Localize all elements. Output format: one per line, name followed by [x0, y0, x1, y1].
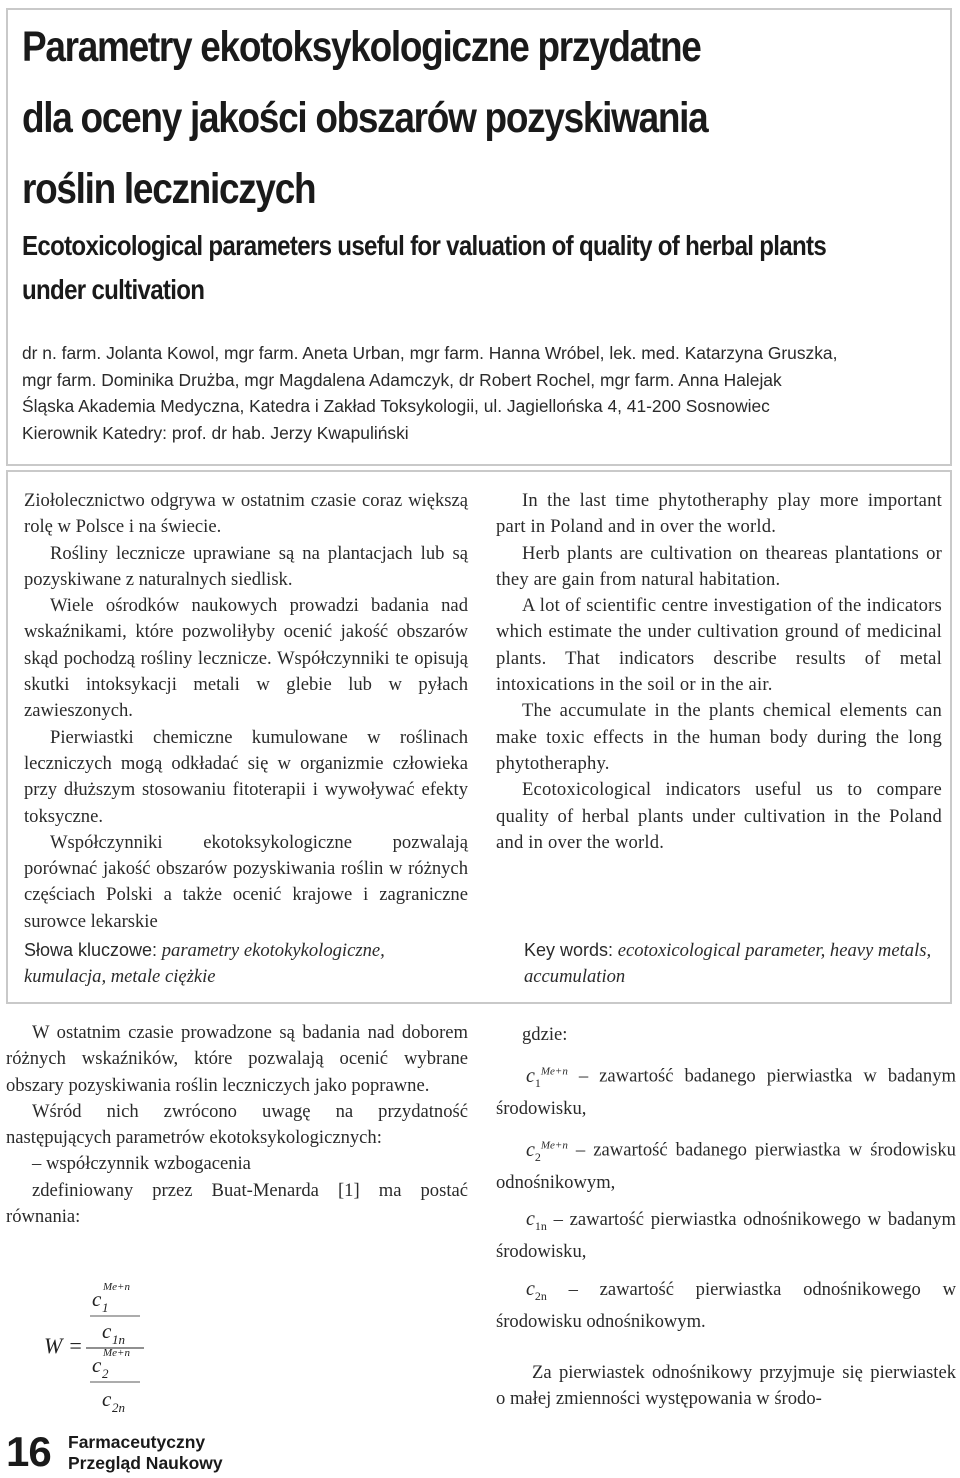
- abstract-en-paragraph: The accumulate in the plants chemical elements can make toxic effects in the human body during the long phytotheraphy.: [496, 700, 942, 774]
- formula-c-1n: c: [102, 1319, 112, 1343]
- keywords-pl-label: Słowa kluczowe:: [24, 940, 158, 960]
- affiliation-line: Śląska Akademia Medyczna, Katedra i Zakład Toksykologii, ul. Jagiellońska 4, 41-200 Sosnowiec: [22, 396, 770, 416]
- formula-sub-1n: 1n: [112, 1332, 125, 1347]
- abstract-polish: [24, 488, 468, 935]
- keywords-english: [524, 937, 944, 991]
- definition-1: [496, 1058, 956, 1122]
- formula-equals: =: [68, 1333, 83, 1358]
- abstract-pl-paragraph: Współczynniki ekotoksykologiczne pozwalają porównać jakość obszarów pozyskiwania roślin w różnych częściach Polski a także ocenić krajowe i zagraniczne surowce lekarskie: [24, 831, 468, 932]
- formula-sub-2: 2: [102, 1366, 109, 1381]
- keywords-polish: [24, 937, 468, 991]
- symbol-c2-me: $c_2^{Me+n}$: [526, 1138, 568, 1164]
- enrichment-factor-formula: [36, 1272, 186, 1434]
- head-of-department-line: Kierownik Katedry: prof. dr hab. Jerzy Kwapuliński: [22, 422, 409, 443]
- formula-sub-1: 1: [102, 1300, 109, 1315]
- definition-2: [496, 1132, 956, 1196]
- journal-name: [68, 1432, 223, 1474]
- formula-lhs: W: [44, 1333, 63, 1358]
- title-line-3: roślin leczniczych: [22, 165, 316, 213]
- abstract-pl-paragraph: Pierwiastki chemiczne kumulowane w roślinach leczniczych mogą odkładać się w organizmie człowieka przy dłuższym stosowaniu fitoterapii i wywoływać efekty toksyczne.: [24, 726, 468, 827]
- definition-2-text: – zawartość badanego pierwiastka w środowisku odnośnikowym,: [496, 1139, 956, 1193]
- body-paragraph: W ostatnim czasie prowadzone są badania nad doborem różnych wskaźników, które pozwalają ocenić wybrane obszary pozyskiwania roślin leczniczych jako poprawne.: [6, 1022, 468, 1096]
- authors-line-1: dr n. farm. Jolanta Kowol, mgr farm. Aneta Urban, mgr farm. Hanna Wróbel, lek. med. Katarzyna Gruszka,: [22, 343, 838, 363]
- definitions-intro: gdzie:: [522, 1024, 568, 1045]
- definition-1-text: – zawartość badanego pierwiastka w badanym środowisku,: [496, 1065, 956, 1119]
- authors-line-2: mgr farm. Dominika Drużba, mgr Magdalena Adamczyk, dr Robert Rochel, mgr farm. Anna Halejak: [22, 369, 782, 390]
- formula-c-bottom: c: [92, 1353, 102, 1377]
- journal-name-line-2: Przegląd Naukowy: [68, 1453, 223, 1473]
- definition-3-text: – zawartość pierwiastka odnośnikowego w badanym środowisku,: [496, 1209, 956, 1263]
- keywords-en-label: Key words:: [524, 940, 614, 960]
- formula-sub-2n: 2n: [112, 1400, 125, 1415]
- abstract-english: [496, 488, 942, 856]
- abstract-en-paragraph: Herb plants are cultivation on theareas plantations or they are gain from natural habitation.: [496, 542, 942, 590]
- list-item: – współczynnik wzbogacenia: [32, 1153, 251, 1175]
- page-number: 16: [6, 1428, 51, 1475]
- symbol-c2n: $c_{2n}$: [526, 1278, 547, 1303]
- title-line-1: Parametry ekotoksykologiczne przydatne: [22, 23, 701, 71]
- body-left-column: [6, 1020, 468, 1230]
- keywords-pl-values: parametry ekotokykologiczne, kumulacja, metale ciężkie: [24, 940, 385, 988]
- abstract-pl-paragraph: Ziołolecznictwo odgrywa w ostatnim czasie coraz większą rolę w Polsce i na świecie.: [24, 490, 468, 538]
- symbol-c1n: $c_{1n}$: [526, 1208, 547, 1233]
- body-paragraph: zdefiniowany przez Buat-Menarda [1] ma postać równania:: [6, 1179, 468, 1228]
- reference-element-paragraph: Za pierwiastek odnośnikowy przyjmuje się pierwiastek o małej zmienności występowania w środo-: [496, 1362, 956, 1410]
- title-line-2: dla oceny jakości obszarów pozyskiwania: [22, 94, 708, 142]
- abstract-en-paragraph: A lot of scientific centre investigation of the indicators which estimate the under cultivation ground of medicinal plants. That indicators describe results of metal intoxications in the soil or in the air.: [496, 595, 942, 696]
- formula-sup-bottom: Me+n: [103, 1347, 130, 1359]
- definition-4: [496, 1276, 956, 1336]
- definition-4-text: – zawartość pierwiastka odnośnikowego w środowisku odnośnikowym.: [496, 1279, 956, 1333]
- keywords-en-values: ecotoxicological parameter, heavy metals, accumulation: [524, 940, 932, 988]
- formula-c-2n: c: [102, 1387, 112, 1411]
- formula-c-top: c: [92, 1287, 102, 1311]
- authors-affiliation: [22, 340, 952, 446]
- abstract-pl-paragraph: Rośliny lecznicze uprawiane są na plantacjach lub są pozyskiwane z naturalnych siedlisk.: [24, 542, 468, 590]
- definition-3: [496, 1206, 956, 1266]
- subtitle-line-1: Ecotoxicological parameters useful for valuation of quality of herbal plants: [22, 230, 827, 261]
- article-title: [22, 12, 916, 225]
- subtitle-line-2: under cultivation: [22, 274, 205, 305]
- formula-sup-top: Me+n: [103, 1281, 130, 1293]
- abstract-en-paragraph: Ecotoxicological indicators useful us to compare quality of herbal plants under cultivation in the Poland and in over the world.: [496, 779, 942, 853]
- body-paragraph: Wśród nich zwrócono uwagę na przydatność następujących parametrów ekotoksykologicznych:: [6, 1100, 468, 1149]
- journal-name-line-1: Farmaceutyczny: [68, 1432, 206, 1452]
- abstract-en-paragraph: In the last time phytotheraphy play more important part in Poland and in over the world.: [496, 490, 942, 538]
- article-subtitle-en: [22, 224, 934, 312]
- abstract-pl-paragraph: Wiele ośrodków naukowych prowadzi badania nad wskaźnikami, które pozwoliłyby ocenić jakość obszarów skąd pochodzą rośliny lecznicze. Współczynniki te opisują skutki intoksykacji metali w glebie lub w pyłach zawieszonych.: [24, 595, 468, 722]
- symbol-c1-me: $c_1^{Me+n}$: [526, 1064, 568, 1090]
